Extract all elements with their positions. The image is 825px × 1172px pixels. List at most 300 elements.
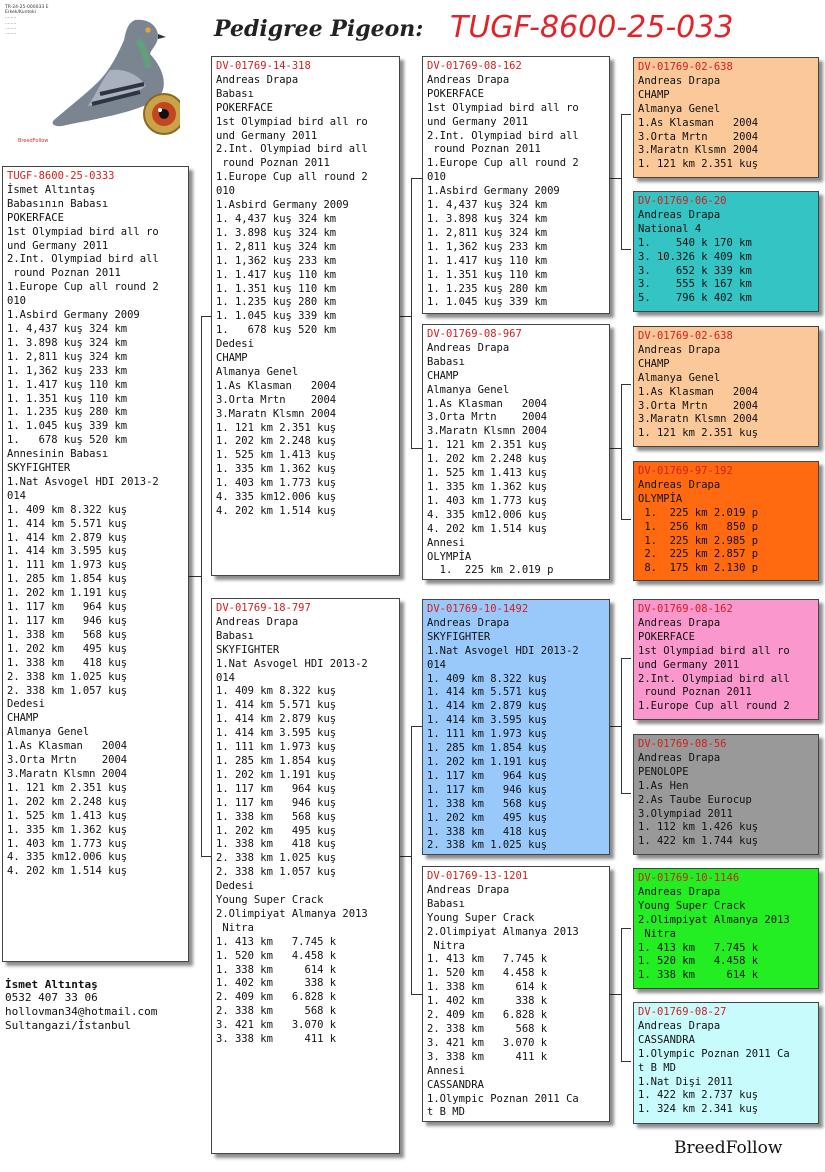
pedigree-box-dss[interactable]: [633, 599, 819, 720]
pedigree-line: 1. 4,437 kuş 324 km: [7, 322, 128, 335]
pedigree-line: 1. 1.351 kuş 110 km: [427, 268, 548, 281]
pedigree-line: 010: [7, 295, 26, 308]
connector-line: [411, 994, 422, 995]
pedigree-line: 1. 520 km 4.458 k: [638, 955, 759, 968]
pedigree-line: 1.As Klasman 2004: [216, 379, 337, 392]
pedigree-line: 1. 202 km 495 kuş: [216, 824, 337, 837]
pedigree-line: POKERFACE: [216, 101, 273, 114]
pedigree-line: 5. 796 k 402 km: [638, 292, 752, 305]
pedigree-line: 1. 117 km 964 kuş: [7, 601, 128, 614]
pedigree-line: 3. 652 k 339 km: [638, 264, 752, 277]
pedigree-line: 1.Europe Cup all round 2: [7, 281, 159, 294]
pedigree-line: 1. 409 km 8.322 kuş: [427, 672, 548, 685]
pedigree-line: OLYMPİA: [427, 550, 472, 563]
pedigree-line: 1.As Hen: [638, 779, 689, 792]
pedigree-line: 3.Maratn Klsmn 2004: [7, 767, 128, 780]
ring-number: DV-01769-10-1492: [427, 603, 529, 615]
pedigree-line: 1.Nat Dişi 2011: [638, 1075, 733, 1088]
pedigree-line: 1. 525 km 1.413 kuş: [216, 449, 337, 462]
pedigree-line: 2.Int. Olympiad bird all: [7, 253, 159, 266]
pedigree-line: 1.Asbird Germany 2009: [427, 185, 560, 198]
pedigree-line: 2.Int. Olympiad bird all: [427, 129, 579, 142]
pedigree-line: 1. 121 km 2.351 kuş: [638, 427, 759, 440]
pedigree-box-sire-dam[interactable]: [422, 324, 610, 580]
ring-number: DV-01769-08-967: [427, 328, 522, 340]
pedigree-line: 3.Maratn Klsmn 2004: [638, 144, 759, 157]
pedigree-line: 3.Orta Mrtn 2004: [7, 754, 128, 767]
ring-number: DV-01769-08-56: [638, 738, 727, 750]
pedigree-line: 3.Olympiad 2011: [638, 807, 733, 820]
connector-line: [400, 316, 411, 317]
pedigree-line: 1. 121 km 2.351 kuş: [427, 439, 548, 452]
pedigree-line: Babası: [216, 629, 254, 642]
pedigree-line: Andreas Drapa: [427, 616, 510, 629]
pedigree-line: Andreas Drapa: [216, 615, 299, 628]
thumbnail-caption-line: ........: [5, 31, 17, 37]
pedigree-line: 1. 1.045 kuş 339 km: [7, 420, 128, 433]
pedigree-line: 4. 335 km12.006 kuş: [216, 491, 337, 504]
pedigree-line: t B MD: [427, 1106, 465, 1119]
pedigree-line: 4. 202 km 1.514 kuş: [216, 505, 337, 517]
pedigree-line: 4. 335 km12.006 kuş: [427, 508, 548, 521]
thumbnail-caption-line: ........: [5, 15, 17, 21]
pedigree-line: 1. 402 km 338 k: [216, 977, 337, 990]
pedigree-line: und Germany 2011: [638, 658, 740, 671]
pedigree-line: 1. 414 km 3.595 kuş: [427, 714, 548, 727]
pedigree-line: 2.Olimpiyat Almanya 2013: [216, 907, 368, 920]
pedigree-line: 1. 285 km 1.854 kuş: [427, 742, 548, 755]
pedigree-line: 1. 2,811 kuş 324 km: [216, 240, 337, 253]
connector-line: [400, 856, 411, 857]
pedigree-line: 1. 4,437 kuş 324 km: [216, 212, 337, 225]
pigeon-card-thumbnail[interactable]: [2, 2, 192, 152]
connector-line: [189, 576, 201, 577]
ring-number: DV-01769-02-638: [638, 330, 733, 342]
connector-line: [610, 448, 621, 449]
connector-line: [621, 114, 622, 249]
pedigree-line: 2.Int. Olympiad bird all: [638, 672, 790, 685]
ring-number: DV-01769-18-797: [216, 602, 311, 614]
pedigree-line: Annesi: [427, 1064, 465, 1077]
pedigree-line: POKERFACE: [638, 630, 695, 643]
pedigree-line: round Poznan 2011: [427, 143, 541, 156]
pedigree-line: CHAMP: [638, 357, 670, 370]
pedigree-line: CHAMP: [7, 712, 39, 725]
pedigree-line: 1. 414 km 2.879 kuş: [427, 700, 548, 713]
pedigree-line: 1. 202 km 2.248 kuş: [7, 795, 128, 808]
connector-line: [621, 249, 631, 250]
pedigree-line: 1. 678 kuş 520 km: [216, 324, 337, 337]
pedigree-line: 1.Europe Cup all round 2: [427, 157, 579, 170]
pedigree-line: 1. 117 km 946 kuş: [427, 783, 548, 796]
pedigree-line: 1.Nat Asvogel HDI 2013-2: [427, 644, 579, 657]
connector-line: [411, 726, 422, 727]
pedigree-line: Young Super Crack: [216, 894, 324, 907]
pedigree-box-sss[interactable]: [633, 57, 819, 178]
pedigree-line: 1. 338 km 568 kuş: [427, 797, 548, 810]
connector-line: [621, 658, 622, 793]
breedfollow-footer: BreedFollow: [674, 1138, 783, 1158]
pedigree-line: 1.Asbird Germany 2009: [7, 309, 140, 322]
ring-number: DV-01769-14-318: [216, 60, 311, 72]
pedigree-line: 1. 338 km 568 kuş: [7, 628, 128, 641]
pedigree-line: 010: [216, 185, 235, 198]
connector-line: [621, 1061, 631, 1062]
pedigree-line: Dedesi: [216, 338, 254, 351]
pedigree-line: 1. 256 km 850 p: [638, 520, 759, 533]
pedigree-line: OLYMPİA: [638, 492, 683, 505]
pedigree-line: 2. 409 km 6.828 k: [216, 991, 337, 1004]
pedigree-line: 3. 421 km 3.070 k: [427, 1036, 548, 1049]
connector-line: [201, 856, 211, 857]
pedigree-line: 1. 1.235 kuş 280 km: [7, 406, 128, 419]
connector-line: [621, 114, 631, 115]
connector-line: [201, 316, 211, 317]
pedigree-line: Dedesi: [216, 880, 254, 893]
pedigree-line: 1. 678 kuş 520 km: [7, 434, 128, 447]
pedigree-box-dam-dam[interactable]: [422, 866, 610, 1122]
pedigree-line: 010: [427, 171, 446, 184]
pedigree-line: 1.Olympic Poznan 2011 Ca: [638, 1047, 790, 1060]
pedigree-line: 4. 202 km 1.514 kuş: [7, 865, 128, 878]
pedigree-line: Andreas Drapa: [427, 341, 510, 354]
connector-line: [621, 793, 631, 794]
pedigree-line: Andreas Drapa: [216, 73, 299, 86]
connector-line: [411, 178, 412, 448]
pedigree-line: CASSANDRA: [638, 1033, 695, 1046]
pedigree-line: 1. 335 km 1.362 kuş: [216, 463, 337, 476]
pedigree-line: 3. 10.326 k 409 km: [638, 250, 752, 263]
ring-number: DV-01769-08-27: [638, 1006, 727, 1018]
pedigree-line: 1. 520 km 4.458 k: [216, 949, 337, 962]
ring-number: DV-01769-08-162: [427, 60, 522, 72]
pedigree-line: 1. 335 km 1.362 kuş: [427, 480, 548, 493]
pedigree-line: 1. 1.045 kuş 339 km: [427, 296, 548, 309]
pedigree-line: 1st Olympiad bird all ro: [216, 115, 368, 128]
pedigree-box-dam-sire[interactable]: [422, 599, 610, 855]
pedigree-line: 3.Orta Mrtn 2004: [427, 411, 548, 424]
pedigree-line: 3.Maratn Klsmn 2004: [427, 425, 548, 438]
pedigree-line: 2.Olimpiyat Almanya 2013: [427, 925, 579, 938]
pedigree-line: 8. 175 km 2.130 p: [638, 562, 759, 575]
pedigree-line: 3.Orta Mrtn 2004: [216, 393, 337, 406]
connector-line: [411, 448, 422, 449]
pedigree-line: 1. 2,811 kuş 324 km: [427, 226, 548, 239]
pedigree-line: 1. 4,437 kuş 324 km: [427, 199, 548, 212]
pedigree-line: 1. 285 km 1.854 kuş: [7, 573, 128, 586]
pedigree-line: 1. 525 km 1.413 kuş: [7, 809, 128, 822]
pedigree-line: Babası: [427, 355, 465, 368]
pedigree-line: 1. 414 km 2.879 kuş: [7, 531, 128, 544]
pedigree-box-sdd[interactable]: [633, 461, 819, 581]
pedigree-line: 2.As Taube Eurocup: [638, 793, 752, 806]
pedigree-line: 1. 414 km 5.571 kuş: [216, 699, 337, 712]
pedigree-line: 1. 403 km 1.773 kuş: [216, 477, 337, 490]
pedigree-line: 1. 3.898 kuş 324 km: [216, 226, 337, 239]
pedigree-line: SKYFIGHTER: [216, 643, 280, 656]
pedigree-line: 1. 413 km 7.745 k: [216, 935, 337, 948]
pedigree-line: Annesinin Babası: [7, 448, 109, 461]
pedigree-line: 1. 338 km 614 k: [638, 969, 759, 982]
pedigree-line: t B MD: [638, 1061, 676, 1074]
pedigree-line: POKERFACE: [427, 87, 484, 100]
pedigree-line: 1. 525 km 1.413 kuş: [427, 467, 548, 480]
pedigree-box-ddd[interactable]: [633, 1002, 819, 1124]
pedigree-line: 1. 403 km 1.773 kuş: [427, 494, 548, 507]
pedigree-line: 1. 202 km 495 kuş: [427, 811, 548, 824]
pedigree-line: 1. 111 km 1.973 kuş: [427, 728, 548, 741]
pedigree-line: 1.Asbird Germany 2009: [216, 199, 349, 212]
breedfollow-small-logo: BreedFollow: [18, 138, 49, 144]
pedigree-line: 3.Maratn Klsmn 2004: [638, 413, 759, 426]
pedigree-line: round Poznan 2011: [638, 686, 752, 699]
pedigree-line: 1. 121 km 2.351 kuş: [216, 421, 337, 434]
pedigree-line: 1. 1.417 kuş 110 km: [427, 254, 548, 267]
connector-line: [610, 994, 621, 995]
pedigree-line: 1. 2,811 kuş 324 km: [7, 350, 128, 363]
connector-line: [411, 726, 412, 994]
pedigree-box-ssd[interactable]: [633, 191, 819, 312]
pedigree-line: 1. 1.417 kuş 110 km: [216, 268, 337, 281]
pedigree-line: 1. 202 km 2.248 kuş: [216, 435, 337, 448]
pedigree-line: Babası: [427, 897, 465, 910]
pedigree-line: 1.As Klasman 2004: [427, 397, 548, 410]
pigeon-icon: [40, 10, 180, 140]
pedigree-line: 1.As Klasman 2004: [638, 385, 759, 398]
pedigree-line: und Germany 2011: [427, 115, 529, 128]
pedigree-line: İsmet Altıntaş: [7, 183, 96, 196]
pedigree-line: 2. 338 km 1.025 kuş: [7, 670, 128, 683]
pedigree-line: 1. 202 km 1.191 kuş: [7, 587, 128, 600]
pedigree-line: 1. 117 km 946 kuş: [7, 615, 128, 627]
pedigree-line: 2.Olimpiyat Almanya 2013: [638, 913, 790, 926]
pedigree-line: 1. 112 km 1.426 kuş: [638, 821, 759, 834]
pedigree-line: round Poznan 2011: [7, 267, 121, 280]
pedigree-line: Young Super Crack: [427, 911, 535, 924]
thumbnail-caption-line: ........: [5, 25, 17, 31]
pedigree-line: 1. 202 km 1.191 kuş: [216, 768, 337, 781]
pedigree-line: 1. 1.235 kuş 280 km: [216, 296, 337, 309]
connector-line: [201, 316, 202, 856]
pedigree-line: 1. 414 km 5.571 kuş: [7, 517, 128, 530]
pedigree-line: 1. 202 km 2.248 kuş: [427, 453, 548, 466]
pedigree-line: 1.As Klasman 2004: [638, 116, 759, 129]
pedigree-box-dds[interactable]: [633, 868, 819, 989]
pedigree-line: 1. 111 km 1.973 kuş: [7, 559, 128, 572]
connector-line: [621, 658, 631, 659]
pedigree-line: Annesi: [427, 536, 465, 549]
owner-name: İsmet Altıntaş: [5, 978, 98, 991]
pedigree-line: 1. 403 km 1.773 kuş: [7, 837, 128, 850]
pedigree-line: CHAMP: [216, 352, 248, 365]
pedigree-line: 4. 202 km 1.514 kuş: [427, 522, 548, 535]
owner-contact: [5, 991, 157, 1033]
pedigree-line: Babası: [216, 87, 254, 100]
pedigree-line: 2. 225 km 2.857 p: [638, 548, 759, 561]
pedigree-line: 1. 225 km 2.019 p: [638, 506, 759, 519]
pedigree-line: 014: [7, 489, 26, 502]
pedigree-line: 2. 338 km 1.025 kuş: [216, 852, 337, 865]
connector-line: [621, 519, 631, 520]
pedigree-line: 1. 117 km 946 kuş: [216, 796, 337, 809]
pedigree-line: Babasının Babası: [7, 197, 109, 210]
owner-info: [5, 978, 157, 1033]
pedigree-line: Almanya Genel: [7, 726, 90, 739]
pedigree-line: 1. 3.898 kuş 324 km: [427, 212, 548, 225]
pedigree-line: 1. 225 km 2.019 p: [427, 564, 554, 577]
connector-line: [411, 178, 422, 179]
pedigree-line: 1. 117 km 964 kuş: [427, 769, 548, 782]
pedigree-line: 1. 285 km 1.854 kuş: [216, 754, 337, 767]
connector-line: [621, 928, 622, 1061]
pedigree-line: 1. 202 km 1.191 kuş: [427, 755, 548, 768]
pedigree-line: Andreas Drapa: [638, 616, 721, 629]
pedigree-line: Andreas Drapa: [638, 885, 721, 898]
pedigree-line: Young Super Crack: [638, 899, 746, 912]
pedigree-line: CHAMP: [638, 88, 670, 101]
pedigree-line: und Germany 2011: [7, 239, 109, 252]
pedigree-line: 1.Nat Asvogel HDI 2013-2: [7, 475, 159, 488]
ring-number: DV-01769-08-162: [638, 603, 733, 615]
pedigree-box-sire-sire[interactable]: [422, 56, 610, 314]
pedigree-line: 2. 338 km 1.057 kuş: [7, 684, 128, 697]
pedigree-line: 1. 1,362 kuş 233 km: [427, 240, 548, 253]
pedigree-line: CHAMP: [427, 369, 459, 382]
pedigree-line: POKERFACE: [7, 211, 64, 224]
pedigree-line: und Germany 2011: [216, 129, 318, 142]
pedigree-line: 1st Olympiad bird all ro: [638, 644, 790, 657]
pedigree-line: round Poznan 2011: [216, 157, 330, 170]
pedigree-line: 1. 338 km 418 kuş: [427, 825, 548, 838]
ring-number: DV-01769-13-1201: [427, 870, 529, 882]
connector-line: [621, 384, 631, 385]
pedigree-line: 1. 111 km 1.973 kuş: [216, 741, 337, 754]
pedigree-line: 2. 338 km 1.025 kuş: [427, 839, 548, 852]
pedigree-line: 1. 409 km 8.322 kuş: [7, 503, 128, 516]
pedigree-line: CASSANDRA: [427, 1078, 484, 1091]
pedigree-line: 3. 555 k 167 km: [638, 278, 752, 291]
pedigree-line: 1. 1.351 kuş 110 km: [216, 282, 337, 295]
pedigree-line: 1. 402 km 338 k: [427, 995, 548, 1008]
pedigree-line: 1. 1.351 kuş 110 km: [7, 392, 128, 405]
pedigree-line: 2. 338 km 568 k: [427, 1022, 548, 1035]
pedigree-line: 1.Nat Asvogel HDI 2013-2: [216, 657, 368, 670]
pedigree-line: Dedesi: [7, 698, 45, 711]
pedigree-line: 3.Maratn Klsmn 2004: [216, 407, 337, 420]
pedigree-line: 1. 338 km 614 k: [427, 981, 548, 994]
pedigree-line: Andreas Drapa: [638, 478, 721, 491]
pedigree-line: Andreas Drapa: [427, 73, 510, 86]
pedigree-line: 1. 338 km 568 kuş: [216, 810, 337, 823]
pedigree-line: 1. 540 k 170 km: [638, 236, 752, 249]
ring-number: DV-01769-02-638: [638, 61, 733, 73]
owner-contact-line: hollovman34@hotmail.com: [5, 1005, 158, 1018]
pedigree-line: Nitra: [638, 927, 676, 940]
connector-line: [621, 928, 631, 929]
pedigree-line: Andreas Drapa: [638, 751, 721, 764]
connector-line: [610, 726, 621, 727]
pedigree-line: 1. 422 km 1.744 kuş: [638, 835, 759, 848]
connector-line: [621, 384, 622, 519]
pedigree-line: 2. 338 km 568 k: [216, 1005, 337, 1018]
pedigree-line: 4. 335 km12.006 kuş: [7, 851, 128, 864]
owner-contact-line: 0532 407 33 06: [5, 991, 98, 1004]
pedigree-box-dam[interactable]: [211, 598, 400, 1154]
pedigree-line: Almanya Genel: [638, 102, 721, 115]
pedigree-line: 1. 414 km 3.595 kuş: [7, 545, 128, 558]
pedigree-line: 1st Olympiad bird all ro: [7, 225, 159, 238]
pedigree-line: 1. 335 km 1.362 kuş: [7, 823, 128, 836]
thumbnail-caption-line: TR-24-25-000033 E: [5, 5, 49, 10]
ring-number: DV-01769-06-20: [638, 195, 727, 207]
pedigree-line: 1. 121 km 2.351 kuş: [638, 158, 759, 171]
pedigree-line: 1. 520 km 4.458 k: [427, 967, 548, 980]
pedigree-line: 1. 409 km 8.322 kuş: [216, 685, 337, 698]
pedigree-line: SKYFIGHTER: [7, 462, 71, 475]
thumbnail-caption-line: ........: [5, 20, 17, 26]
subject-ring-title: TUGF-8600-25-033: [450, 10, 734, 45]
pedigree-line: 1. 1,362 kuş 233 km: [216, 254, 337, 267]
connector-line: [610, 178, 621, 179]
pedigree-line: Andreas Drapa: [427, 883, 510, 896]
pedigree-line: Almanya Genel: [427, 383, 510, 396]
pedigree-line: 2. 409 km 6.828 k: [427, 1009, 548, 1022]
pedigree-box-sds[interactable]: [633, 326, 819, 447]
pedigree-line: 1. 121 km 2.351 kuş: [7, 781, 128, 794]
pedigree-line: 1. 414 km 5.571 kuş: [427, 686, 548, 699]
pedigree-line: Nitra: [427, 939, 465, 952]
pedigree-line: 1. 225 km 2.985 p: [638, 534, 759, 547]
pedigree-line: 1.Europe Cup all round 2: [638, 700, 790, 713]
pedigree-line: 3. 338 km 411 k: [216, 1033, 337, 1046]
pedigree-line: 3.Orta Mrtn 2004: [638, 130, 759, 143]
pedigree-line: 1. 338 km 614 k: [216, 963, 337, 976]
pedigree-line: Andreas Drapa: [638, 208, 721, 221]
page-title: Pedigree Pigeon:: [214, 16, 424, 42]
pedigree-line: 3.Orta Mrtn 2004: [638, 399, 759, 412]
pedigree-line: 1.Europe Cup all round 2: [216, 171, 368, 184]
owner-contact-line: Sultangazi/İstanbul: [5, 1019, 131, 1032]
pedigree-line: 1. 1,362 kuş 233 km: [7, 364, 128, 377]
pedigree-line: 1. 422 km 2.737 kuş: [638, 1089, 759, 1102]
pedigree-line: 1. 324 km 2.341 kuş: [638, 1103, 759, 1116]
pedigree-line: 1. 414 km 2.879 kuş: [216, 713, 337, 726]
pedigree-line: 1. 413 km 7.745 k: [427, 953, 548, 966]
pedigree-line: 1st Olympiad bird all ro: [427, 101, 579, 114]
pedigree-line: SKYFIGHTER: [427, 630, 491, 643]
pedigree-line: 1. 338 km 418 kuş: [216, 838, 337, 851]
pedigree-line: 1.As Klasman 2004: [7, 740, 128, 753]
pedigree-line: 014: [216, 671, 235, 684]
pedigree-line: 1.Olympic Poznan 2011 Ca: [427, 1092, 579, 1105]
pedigree-line: 1. 413 km 7.745 k: [638, 941, 759, 954]
pedigree-line: 3. 338 km 411 k: [427, 1050, 548, 1063]
pedigree-line: Andreas Drapa: [638, 1019, 721, 1032]
pedigree-line: Nitra: [216, 921, 254, 934]
pedigree-line: 1. 1.417 kuş 110 km: [7, 378, 128, 391]
pedigree-line: 1. 414 km 3.595 kuş: [216, 727, 337, 740]
pedigree-line: 2.Int. Olympiad bird all: [216, 143, 368, 156]
thumbnail-caption-line: Erkek/Kunteki: [5, 10, 36, 16]
pedigree-box-subject[interactable]: [2, 166, 189, 962]
pedigree-line: 3. 421 km 3.070 k: [216, 1019, 337, 1032]
pedigree-line: PENOLOPE: [638, 765, 689, 778]
pedigree-line: National 4: [638, 222, 702, 235]
pedigree-line: 1. 3.898 kuş 324 km: [7, 336, 128, 349]
pedigree-line: 1. 1.045 kuş 339 km: [216, 310, 337, 323]
pedigree-box-dsd[interactable]: [633, 734, 819, 855]
pedigree-box-sire[interactable]: [211, 56, 400, 576]
